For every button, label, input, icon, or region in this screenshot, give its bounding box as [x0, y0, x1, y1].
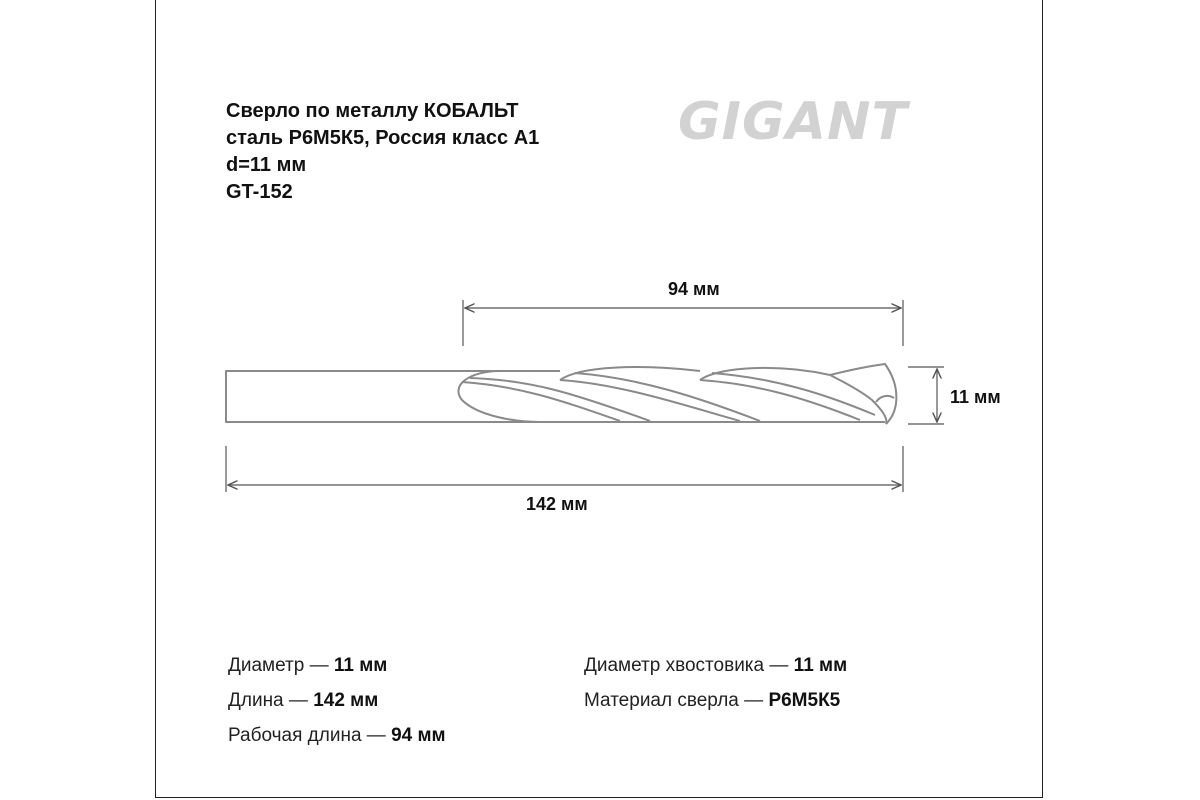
total-length-label: 142 мм	[526, 494, 588, 514]
working-length-label: 94 мм	[668, 279, 720, 299]
spec-value: 11 мм	[793, 655, 848, 676]
spec-working-length	[228, 718, 446, 753]
gigant-logo: GIGANT	[678, 92, 908, 152]
specs-right	[584, 648, 847, 718]
spec-label: Рабочая длина —	[228, 725, 392, 746]
spec-label: Длина —	[228, 690, 314, 711]
spec-material	[584, 683, 847, 718]
title-line-1: Сверло по металлу КОБАЛЬТ	[226, 100, 519, 122]
title-line-4: GT-152	[226, 181, 293, 203]
diameter-label: 11 мм	[950, 387, 1001, 407]
title-line-3: d=11 мм	[226, 154, 307, 176]
spec-shank-diameter	[584, 648, 847, 683]
spiral-2b	[575, 373, 760, 421]
spec-diameter	[228, 648, 446, 683]
total-length-dimension	[226, 446, 903, 492]
spec-value: 94 мм	[391, 725, 446, 746]
spec-value: 142 мм	[313, 690, 379, 711]
spec-value: 11 мм	[333, 655, 388, 676]
drill-bit	[226, 364, 896, 424]
spec-value: Р6М5К5	[768, 690, 841, 711]
spec-label: Материал сверла —	[584, 690, 769, 711]
spec-label: Диаметр хвостовика —	[584, 655, 794, 676]
working-length-dimension	[463, 300, 903, 346]
title-line-2: сталь Р6М5К5, Россия класс А1	[226, 127, 540, 149]
tip-chisel	[876, 396, 894, 402]
specs-left	[228, 648, 446, 753]
spiral-1b	[470, 378, 650, 421]
spec-label: Диаметр —	[228, 655, 334, 676]
diameter-dimension	[908, 367, 944, 424]
spiral-3b	[712, 373, 875, 415]
spec-length	[228, 683, 446, 718]
